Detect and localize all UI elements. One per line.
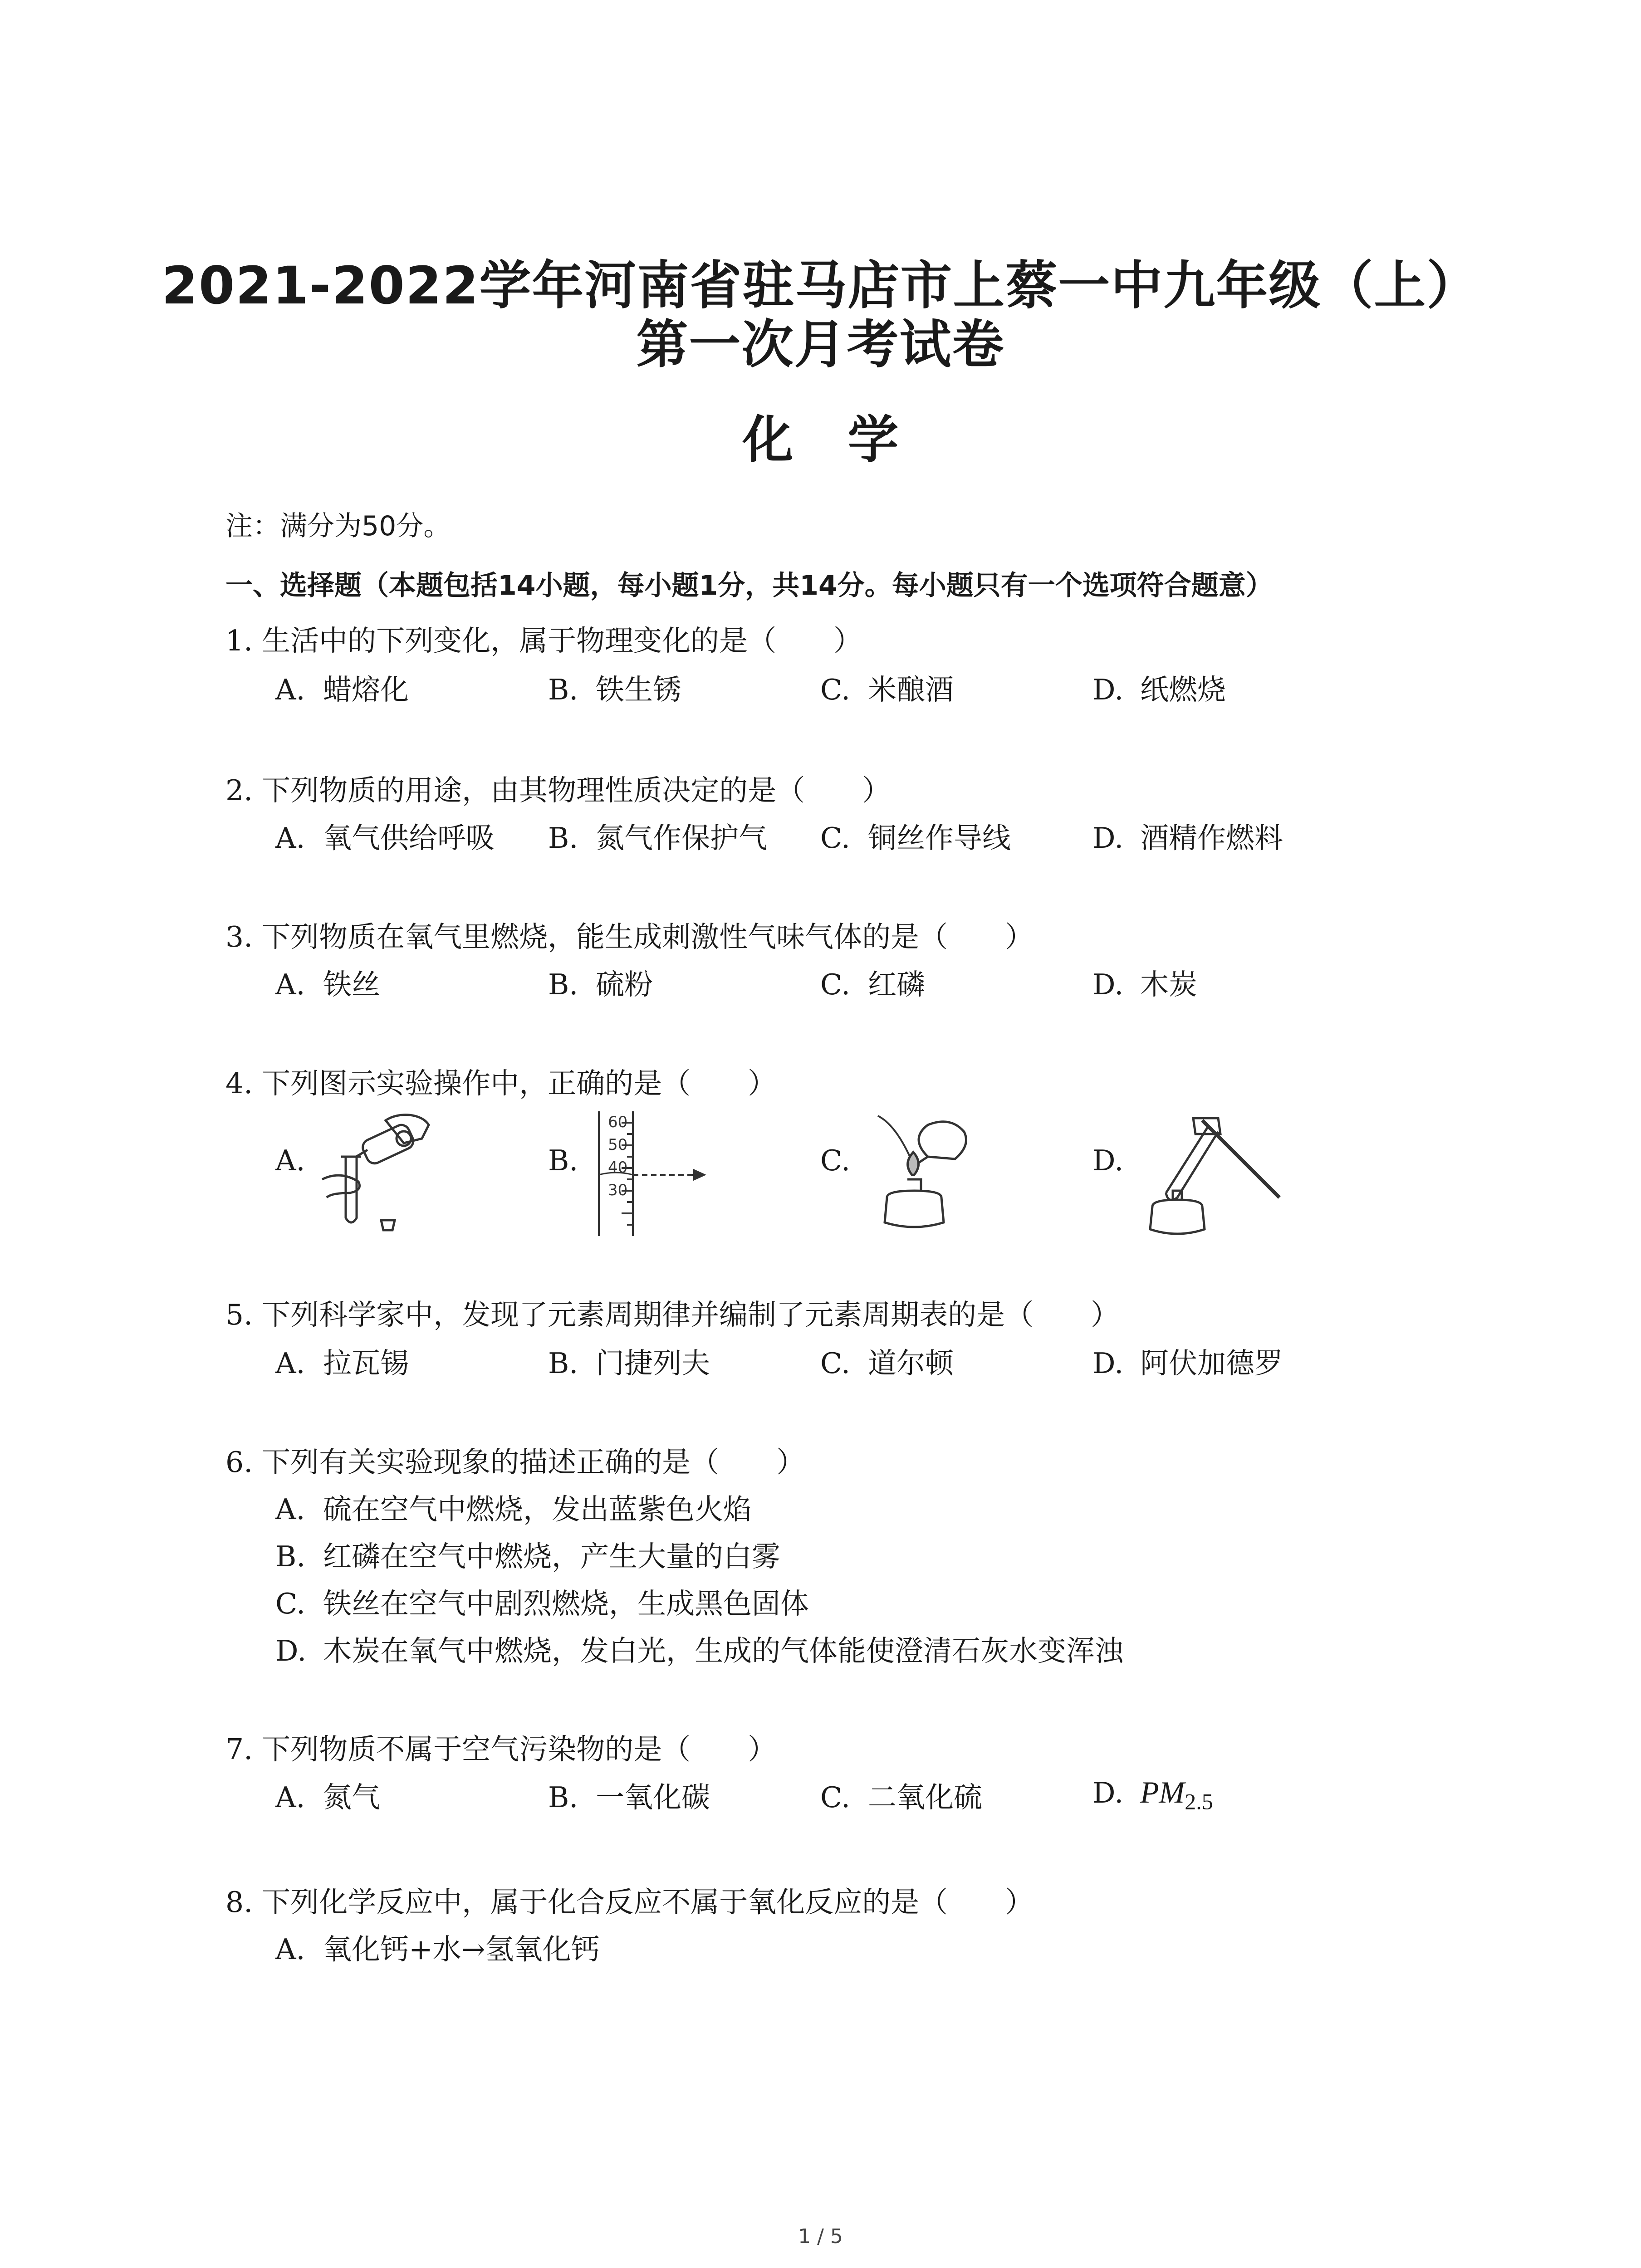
question-5-option-c: C. 道尔顿: [820, 1347, 954, 1380]
scale-tick-30: 30: [608, 1181, 628, 1199]
question-1-stem: 1. 生活中的下列变化，属于物理变化的是（ ）: [225, 624, 862, 657]
question-8-option-a: A. 氧化钙+水→氢氧化钙: [275, 1933, 600, 1966]
question-2-option-c: C. 铜丝作导线: [820, 821, 1011, 855]
page-number: 1 / 5: [798, 2225, 843, 2248]
question-2-stem: 2. 下列物质的用途，由其物理性质决定的是（ ）: [225, 774, 891, 807]
question-7-option-c: C. 二氧化硫: [820, 1781, 982, 1814]
question-5-option-d: D. 阿伏加德罗: [1092, 1347, 1283, 1380]
question-3-option-a: A. 铁丝: [275, 968, 380, 1001]
heating-test-tube-figure: [1134, 1107, 1284, 1238]
pouring-liquid-figure: [313, 1107, 458, 1238]
question-7-option-d: D. $PM_{2.5}$: [1092, 1775, 1213, 1814]
question-5-option-b: B. 门捷列夫: [548, 1347, 710, 1380]
exam-title-line1: 2021-2022学年河南省驻马店市上蔡一中九年级（上）: [162, 255, 1479, 316]
question-6-option-c: C. 铁丝在空气中剧烈燃烧，生成黑色固体: [275, 1587, 809, 1620]
question-8-stem: 8. 下列化学反应中，属于化合反应不属于氧化反应的是（ ）: [225, 1886, 1034, 1919]
question-2-option-a: A. 氧气供给呼吸: [275, 821, 495, 855]
question-7-option-a: A. 氮气: [275, 1781, 380, 1814]
question-4-option-d-label: D.: [1092, 1144, 1124, 1177]
score-note: 注：满分为50分。: [225, 510, 451, 542]
question-2-option-b: B. 氮气作保护气: [548, 821, 767, 855]
graduated-cylinder-figure: [590, 1107, 717, 1238]
section-heading: 一、选择题（本题包括14小题，每小题1分，共14分。每小题只有一个选项符合题意）: [225, 570, 1273, 601]
alcohol-lamp-lighting-figure: [860, 1107, 991, 1238]
question-7-stem: 7. 下列物质不属于空气污染物的是（ ）: [225, 1733, 777, 1766]
scale-tick-60: 60: [608, 1113, 628, 1131]
question-3-option-c: C. 红磷: [820, 968, 925, 1001]
question-7-option-b: B. 一氧化碳: [548, 1781, 710, 1814]
question-1-option-c: C. 米酿酒: [820, 673, 954, 706]
question-5-stem: 5. 下列科学家中，发现了元素周期律并编制了元素周期表的是（ ）: [225, 1298, 1120, 1331]
scale-tick-50: 50: [608, 1136, 628, 1154]
exam-title-line2: 第一次月考试卷: [636, 314, 1005, 375]
question-3-stem: 3. 下列物质在氧气里燃烧，能生成刺激性气味气体的是（ ）: [225, 920, 1034, 953]
question-3-option-d: D. 木炭: [1092, 968, 1197, 1001]
question-4-option-a-label: A.: [275, 1144, 305, 1177]
subject-heading: 化学: [742, 411, 953, 469]
question-6-stem: 6. 下列有关实验现象的描述正确的是（ ）: [225, 1446, 805, 1479]
question-1-option-b: B. 铁生锈: [548, 673, 681, 706]
pm-formula: $PM_{2.5}$: [1140, 1775, 1213, 1814]
question-2-option-d: D. 酒精作燃料: [1092, 821, 1283, 855]
question-6-option-a: A. 硫在空气中燃烧，发出蓝紫色火焰: [275, 1493, 752, 1526]
question-4-option-c-label: C.: [820, 1144, 850, 1177]
question-5-option-a: A. 拉瓦锡: [275, 1347, 409, 1380]
question-1-option-d: D. 纸燃烧: [1092, 673, 1226, 706]
question-1-option-a: A. 蜡熔化: [275, 673, 409, 706]
question-4-option-b-label: B.: [548, 1144, 578, 1177]
question-6-option-d: D. 木炭在氧气中燃烧，发白光，生成的气体能使澄清石灰水变浑浊: [275, 1634, 1123, 1667]
scale-tick-40: 40: [608, 1158, 628, 1177]
question-3-option-b: B. 硫粉: [548, 968, 653, 1001]
question-4-stem: 4. 下列图示实验操作中，正确的是（ ）: [225, 1067, 777, 1100]
question-6-option-b: B. 红磷在空气中燃烧，产生大量的白雾: [275, 1540, 780, 1573]
